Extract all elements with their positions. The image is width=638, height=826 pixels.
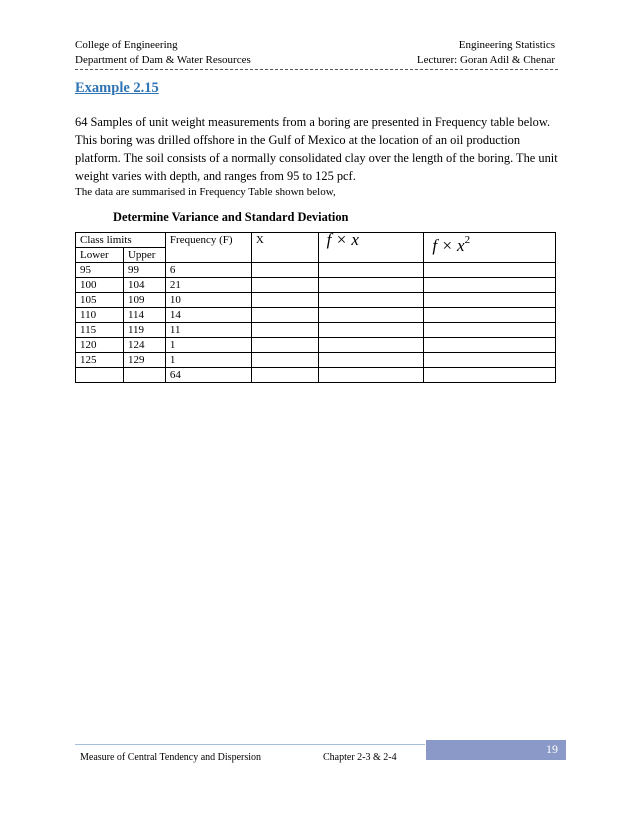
header-course: Engineering Statistics — [458, 39, 555, 51]
footer-chapter: Chapter 2-3 & 2-4 — [323, 752, 397, 763]
table-row: 120 124 1 — [76, 338, 556, 353]
table-row: 105 109 10 — [76, 293, 556, 308]
header-upper: Upper — [123, 248, 165, 263]
table-row: 115 119 11 — [76, 323, 556, 338]
footer-topic: Measure of Central Tendency and Dispersion — [80, 752, 262, 763]
table-header-row — [76, 233, 556, 248]
frequency-total: 64 — [165, 368, 251, 383]
table-row: 110 114 14 — [76, 308, 556, 323]
problem-paragraph: 64 Samples of unit weight measurements from a boring are presented in Frequency table below. This boring was drilled offshore in the Gulf of Mexico at the location of an oil production platform. The soil consists of a normally consolidated clay over the length of the boring. The unit weight varies with depth, and ranges from 95 to 125 pcf. — [75, 115, 558, 183]
page-number-box — [426, 740, 566, 760]
header-fx: f × x — [318, 233, 424, 263]
table-row: 100 104 21 — [76, 278, 556, 293]
table-total-row — [76, 368, 556, 383]
header-department: Department of Dam & Water Resources — [75, 54, 251, 66]
header-college: College of Engineering — [75, 39, 178, 51]
header-lower: Lower — [76, 248, 124, 263]
table-row: 125 129 1 — [76, 353, 556, 368]
footer-rule — [75, 744, 425, 745]
summary-paragraph: The data are summarised in Frequency Table shown below, — [75, 186, 336, 198]
header-frequency: Frequency (F) — [165, 233, 251, 263]
frequency-table — [75, 232, 556, 383]
header-divider — [75, 69, 558, 70]
header-x: X — [251, 233, 318, 263]
header-class-limits: Class limits — [76, 233, 166, 248]
task-heading: Determine Variance and Standard Deviation — [113, 210, 349, 224]
header-lecturer: Lecturer: Goran Adil & Chenar — [416, 54, 555, 66]
example-title: Example 2.15 — [75, 80, 159, 96]
table-row: 95 99 6 — [76, 263, 556, 278]
header-fx2: $f \times x^2$ — [424, 233, 556, 263]
page-number: 19 — [546, 742, 558, 756]
